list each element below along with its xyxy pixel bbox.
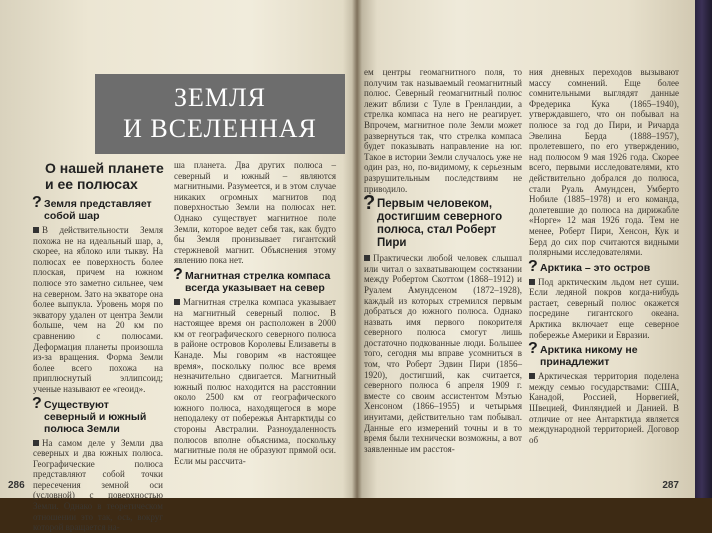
question-mark-icon: ? [528,340,538,358]
question-heading [363,192,522,250]
question-heading [528,340,679,369]
paragraph-bullet-icon [33,440,39,446]
left-column-2 [174,160,336,466]
left-column-1 [33,194,163,533]
question-mark-icon: ? [173,265,183,283]
body-paragraph [529,371,679,445]
body-paragraph [364,253,522,454]
paragraph-bullet-icon [529,373,535,379]
question-heading-text: Арктика – это остров [540,261,651,274]
question-mark-icon: ? [528,257,538,275]
paragraph-text: В действительности Земля похожа не на идеальный шар, а, скорее, на яблоко или тыкву. На полюсах ее поверхность более плоская, причем на южном полюсе это заметно сильнее, чем на северном. Зато на экваторе она более выпукла. Уровень моря по экватору удален от центра Земли больше, чем на 20 км по сравнению с полюсами. Деформация планеты произошла из-за вращения. Форма Земли более всего похожа на приплюснутый эллипсоид; ученые называют ее «геоид». [33,225,163,394]
question-heading-text: Первым человеком, достигшим северного полюса, стал Роберт Пири [377,198,503,250]
body-paragraph [364,67,522,194]
paragraph-text: Арктическая территория поделена между семью государствами: США, Канадой, Россией, Норвегией, Швецией, Финляндией и Данией. В отличие от нее Антарктида является международной территорией. Договор об [529,371,679,445]
paragraph-text: Под арктическим льдом нет суши. Если ледяной покров когда-нибудь растает, северный полюс окажется посредине гигантского океана. Арктика включает еще северное побережье Америки и Евразии. [529,276,679,340]
question-heading-text: Арктика никому не принадлежит [540,344,638,369]
page-number-right: 287 [662,480,679,491]
paragraph-bullet-icon [33,227,39,233]
paragraph-bullet-icon [529,279,535,285]
body-paragraph [529,67,679,258]
paragraph-text: Магнитная стрелка компаса указывает на магнитный северный полюс. В настоящее время он расположен в 2000 км от географического северного полюса в районе островов Королевы Елизаветы в Канаде. Мы говорим «в настоящее время», поскольку полюс все время незначительно сдвигается. Магнитный южный полюс находится на расстоянии около 2500 км от географического южного полюса, находящегося в море неподалеку от побережья Антарктиды со стороны Австралии. Разноудаленность полюсов вполне объяснима, поскольку магнитные поля не образуют прямой оси. Если мы рассчита- [174,296,336,466]
chapter-banner [95,74,345,154]
question-heading-text: Магнитная стрелка компаса всегда указывает на север [185,269,331,294]
question-mark-icon: ? [363,192,376,215]
chapter-title: ЗЕМЛЯ И ВСЕЛЕННАЯ [123,83,317,143]
body-paragraph [33,225,163,395]
right-column-1 [364,67,522,454]
question-heading-text: Земля представляет собой шар [44,198,152,222]
body-paragraph [529,277,679,341]
paragraph-text: ния дневных переходов вызывают массу сомнений. Еще более сомнительными выглядят данные Фредерика Кука (1865–1940), утверждавшего, что он побывал на полюсе за год до Пири, и Ричарда Эвелина Берда (1888–1957), пролетевшего, по его утверждению, над полюсом 9 мая 1926 года. Скорее всего, первыми исследователями, кто действительно добрался до полюса, стали Руаль Амундсен, Умберто Нобиле (1885–1978) и его команда, долетевшие до полюса на дирижабле «Норге» 12 мая 1926 года. Тем не менее, Роберт Пири, Хенсон, Кук и Берд до сих пор считаются видными полярными исследователями. [529,67,679,258]
right-page [357,0,695,498]
paragraph-bullet-icon [364,255,370,261]
paragraph-bullet-icon [174,299,180,305]
question-heading [32,194,163,222]
question-heading [528,257,679,275]
page-number-left: 286 [8,480,25,491]
question-mark-icon: ? [32,394,42,412]
book-cover-edge [695,0,712,498]
body-paragraph [174,297,336,467]
paragraph-text: Практически любой человек слышал или читал о захватывающем состязании между Робертом Скоттом (1868–1912) и Руалем Амундсеном (1872–1928), каждый из которых стремился первым добраться до южного полюса. Однако назвать имя первого покорителя северного полюса смогут лишь достаточно подкованные люди. Большее того, сегодня мы вправе усомниться в том, что Роберт Эдвин Пири (1856–1920), достигший, как считается, северного полюса 6 апреля 1909 г. вместе со своим ассистентом Мэтью Хенсоном (1866–1955) и четырьмя инуитами, действительно там побывал. Данные его измерений точны и в то время были технически возможны, а вот заявленные им расстоя- [364,253,522,454]
body-paragraph [33,438,163,533]
right-column-2 [529,67,679,445]
body-paragraph [174,160,336,266]
question-heading [173,265,336,294]
paragraph-text: ша планета. Два других полюса – северный и южный – являются магнитными. Разумеется, и в этом случае никаких огромных магнитов под поверхностью Земли на полюсах нет. Однако существует магнитное поле Земли, которое ведет себя так, как будто бы Земля пронизывает гигантский стержневой магнит. Объяснения этому явлению пока нет. [174,160,336,266]
section-title: О нашей планете и ее полюсах [45,160,164,192]
paragraph-text: ем центры геомагнитного поля, то получим так называемый геомагнитный полюс. Северный геомагнитный полюс лежит вблизи с Туле в Гренландии, а стрелка компаса на него не реагирует. Впрочем, магнитное поле Земли может развернуться так, что стрелка компаса будет показывать направление на юг. Такое в истории Земли случалось уже не один раз, но, по-видимому, к серьезным разрушительным последствиям не приводило. [364,67,522,194]
book-spine-shadow [352,0,362,498]
question-mark-icon: ? [32,194,42,211]
question-heading [32,394,163,435]
question-heading-text: Существуют северный и южный полюса Земли [44,398,147,435]
paragraph-text: На самом деле у Земли два северных и два южных полюса. Географические полюса представляют собой точки пересечения земной оси (условной) с поверхностью Земли. Однако в теоретическом отношении это так, ось, вокруг которой вращается на- [33,437,163,533]
